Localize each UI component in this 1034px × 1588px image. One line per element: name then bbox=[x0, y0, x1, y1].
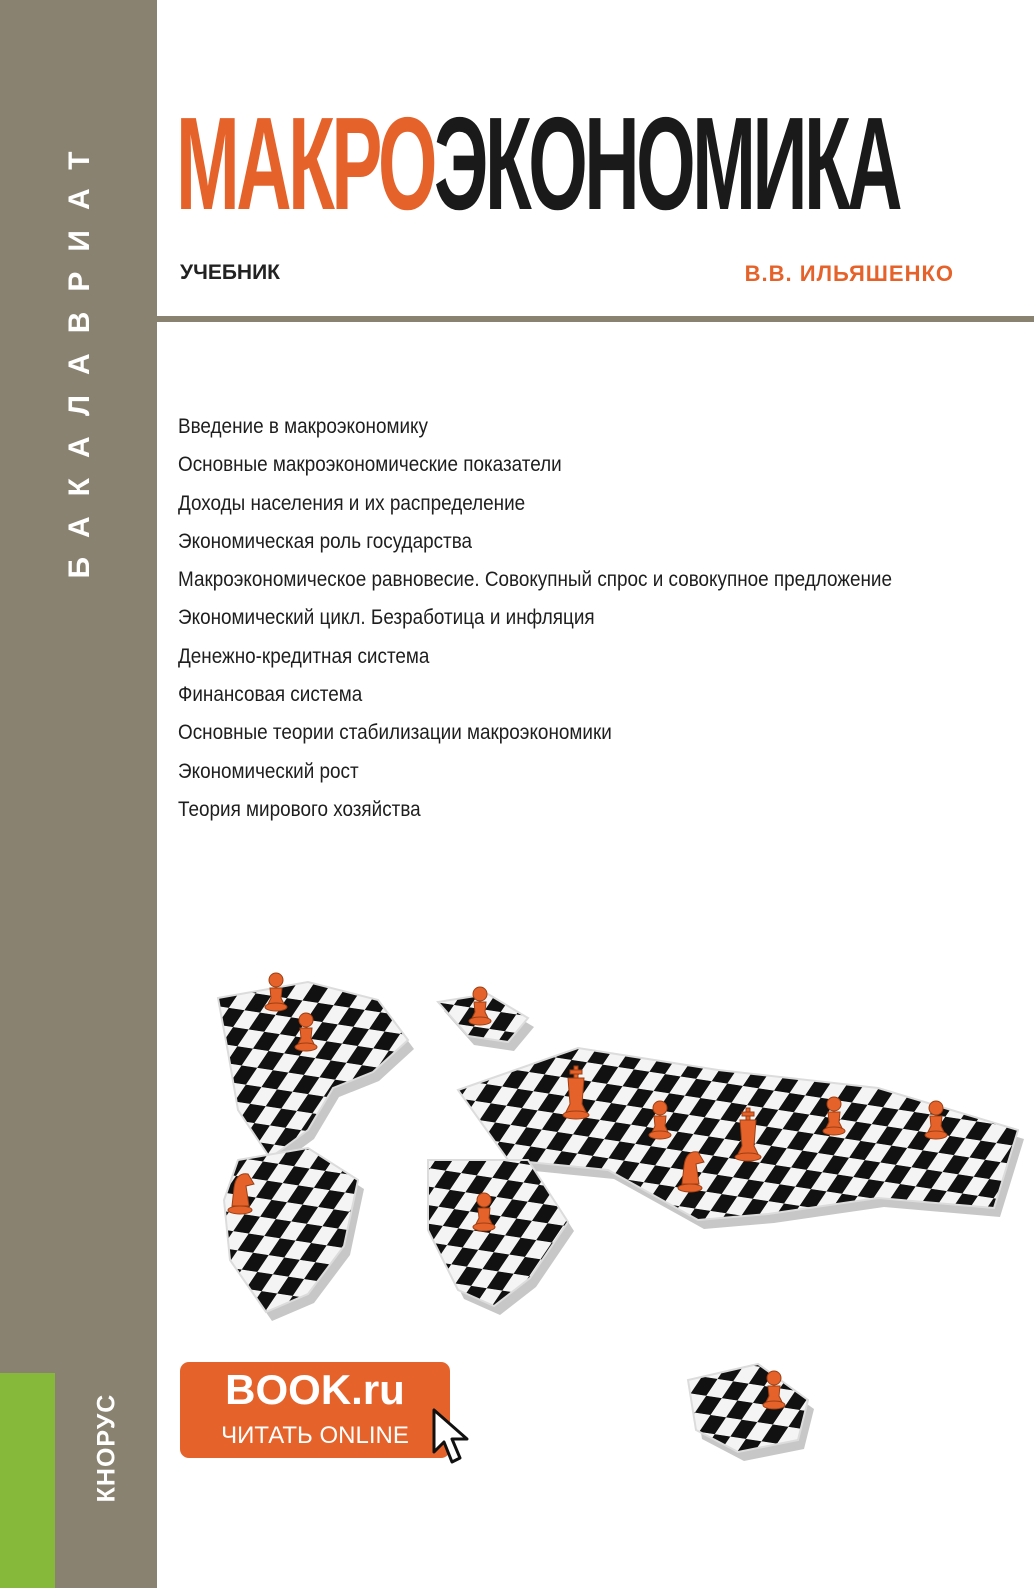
badge-subtitle: ЧИТАТЬ ONLINE bbox=[221, 1422, 409, 1449]
contents-item: Доходы населения и их распределение bbox=[178, 491, 526, 515]
contents-item: Экономический рост bbox=[178, 759, 359, 783]
contents-item: Финансовая система bbox=[178, 683, 363, 707]
contents-item: Экономическая роль государства bbox=[178, 529, 473, 553]
title-part-economics: ЭКОНОМИКА bbox=[434, 90, 900, 237]
contents-item: Введение в макроэкономику bbox=[178, 415, 428, 438]
title-part-macro: МАКРО bbox=[176, 90, 435, 237]
book-spine bbox=[0, 0, 157, 1588]
contents-item: Экономический цикл. Безработица и инфляция bbox=[178, 606, 595, 630]
cursor-arrow-icon bbox=[430, 1408, 476, 1468]
table-of-contents bbox=[178, 408, 971, 829]
bookru-read-online-button[interactable] bbox=[180, 1362, 450, 1458]
header-divider bbox=[157, 316, 1034, 322]
book-type: УЧЕБНИК bbox=[180, 261, 280, 284]
contents-item: Макроэкономическое равновесие. Совокупный спрос и совокупное предложение bbox=[178, 568, 893, 592]
contents-item: Денежно-кредитная система bbox=[178, 644, 430, 668]
badge-title: BOOK.ru bbox=[225, 1366, 405, 1413]
book-title bbox=[176, 90, 900, 237]
author-name: В.В. ИЛЬЯШЕНКО bbox=[744, 261, 954, 286]
contents-item: Основные теории стабилизации макроэкономики bbox=[178, 721, 612, 745]
africa-landmass bbox=[428, 1160, 568, 1306]
publisher-name: КНОРУС bbox=[92, 1393, 121, 1503]
publisher-band bbox=[0, 1373, 55, 1588]
contents-item: Основные макроэкономические показатели bbox=[178, 453, 562, 477]
south-america-landmass bbox=[224, 1148, 358, 1312]
series-label-text: БАКАЛАВРИАТ bbox=[63, 131, 96, 579]
contents-item: Теория мирового хозяйства bbox=[178, 797, 421, 821]
